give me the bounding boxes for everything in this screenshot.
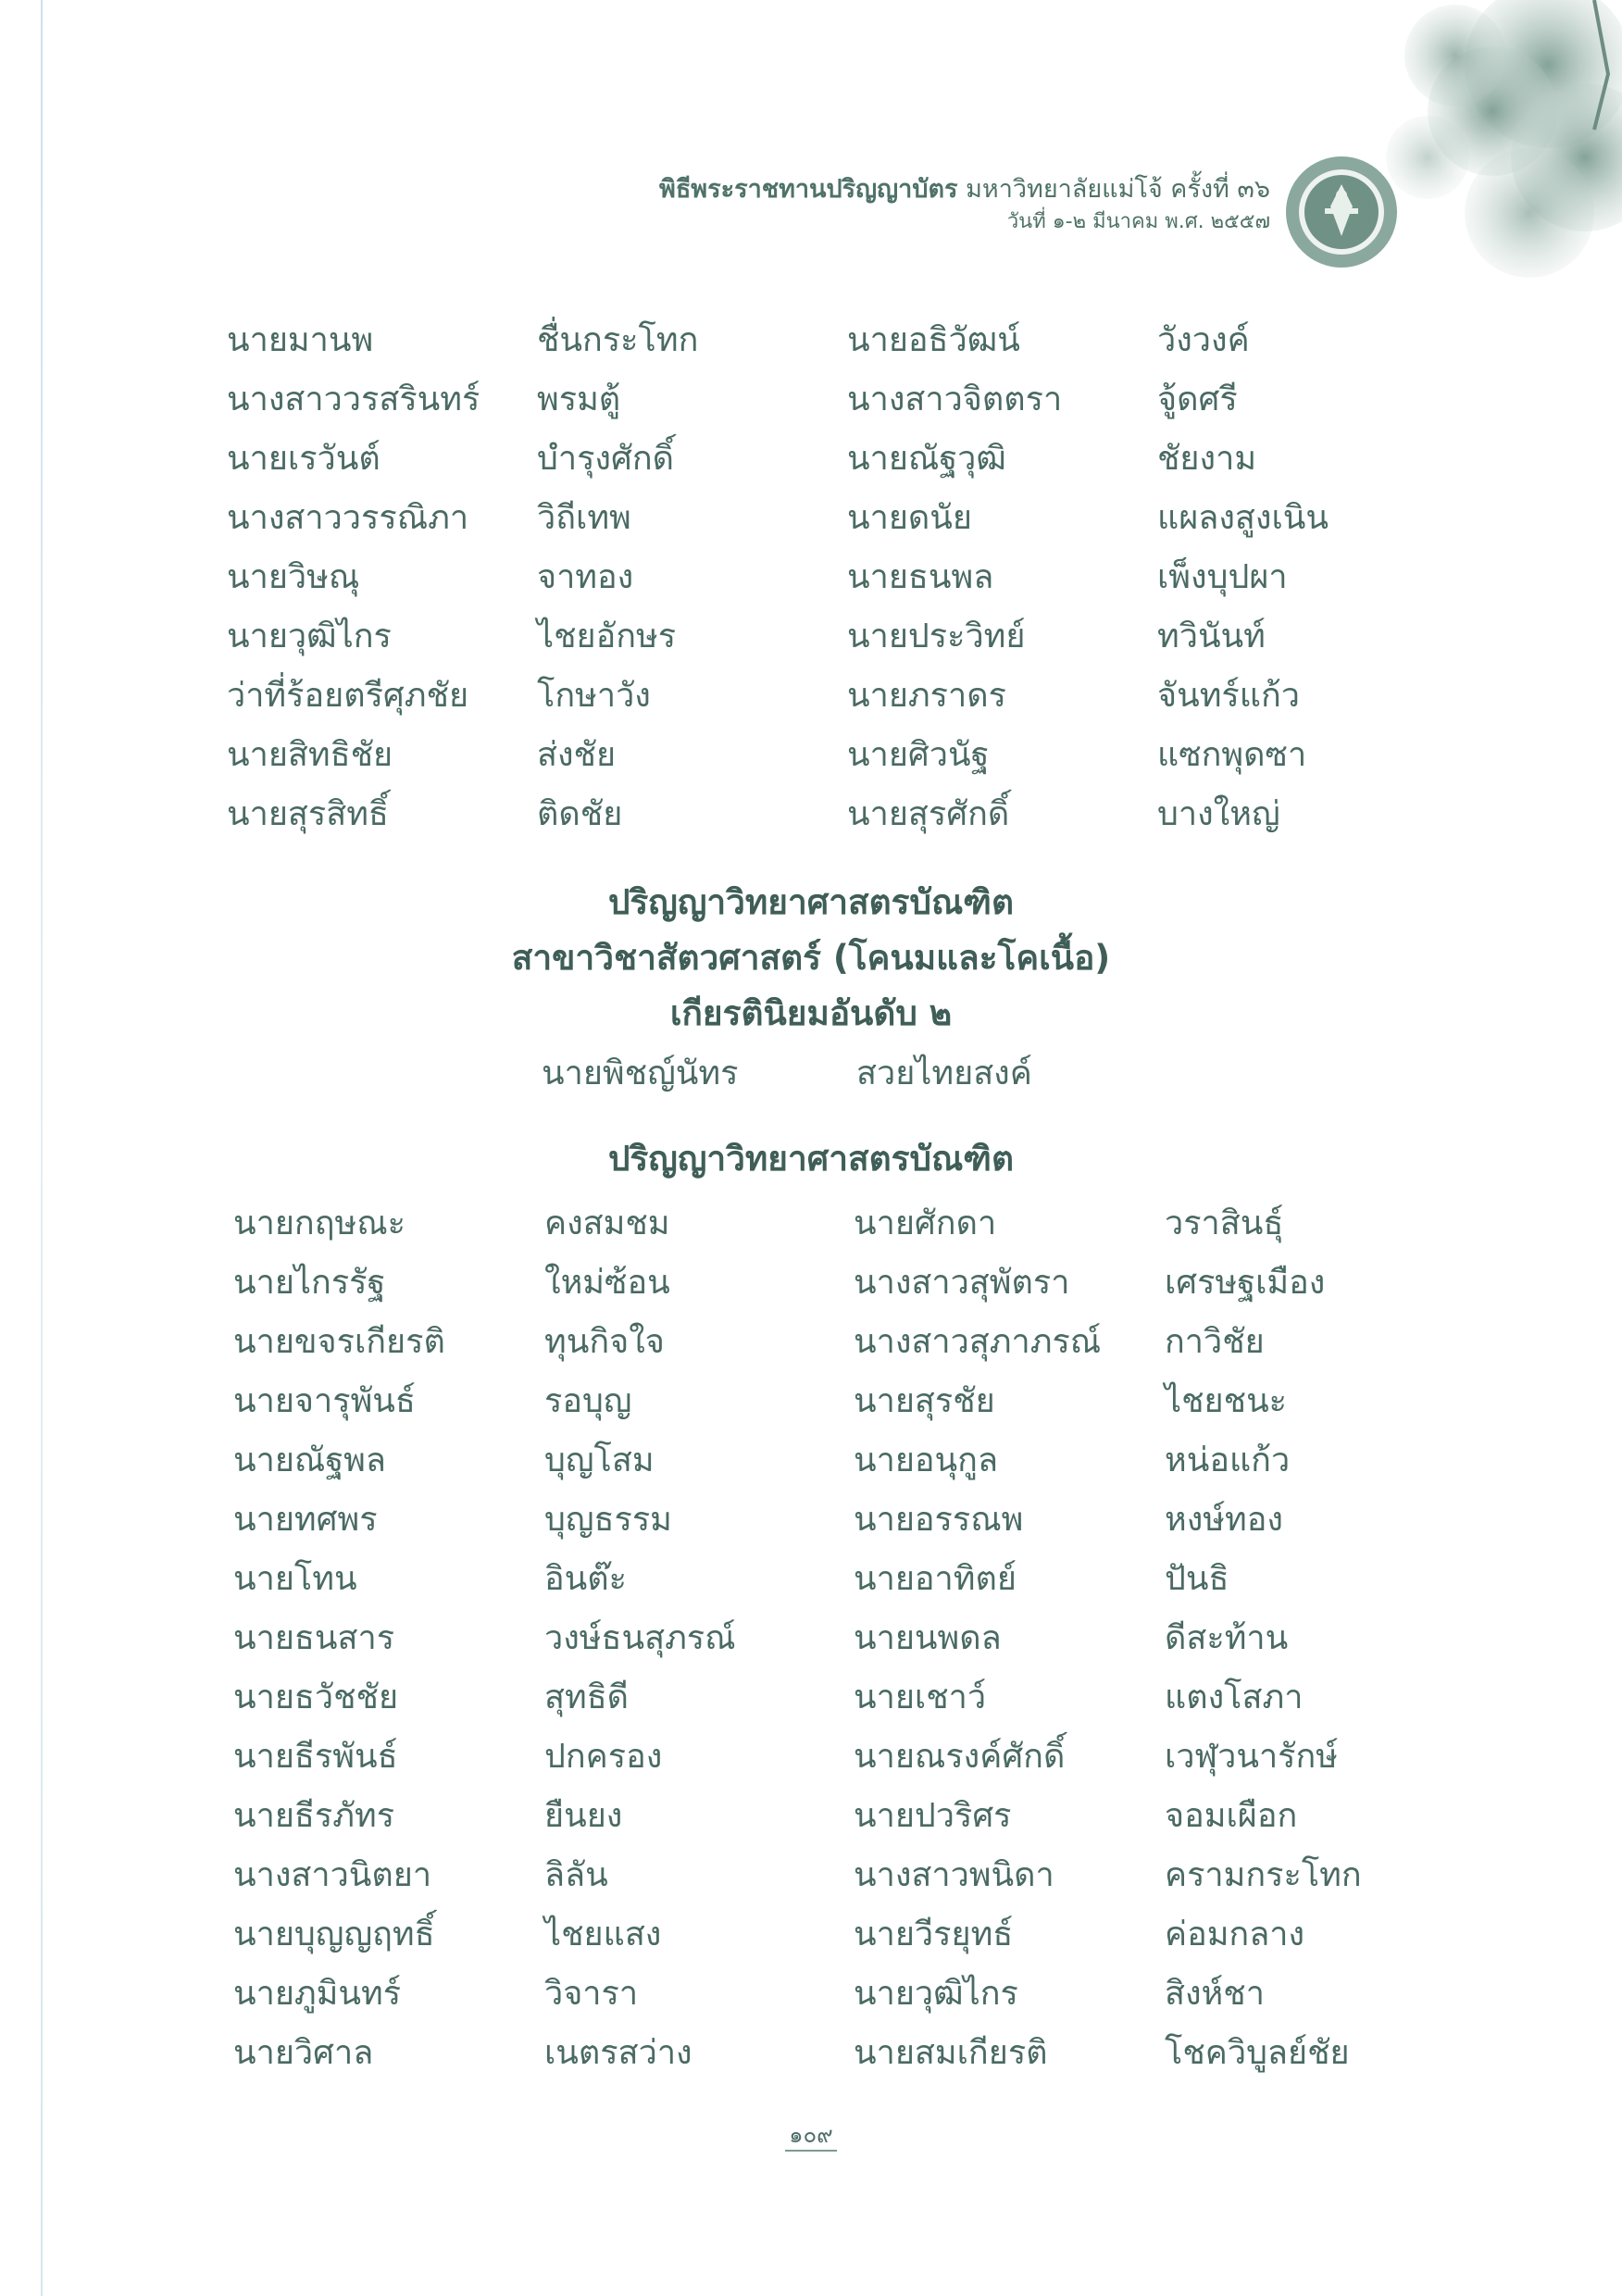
last-name: เศรษฐเมือง bbox=[1165, 1264, 1326, 1302]
last-name: ส่งชัย bbox=[537, 736, 617, 774]
first-name: นายณัฐพล bbox=[233, 1441, 386, 1479]
first-name: นายอธิวัฒน์ bbox=[847, 321, 1020, 359]
first-name: นายณรงค์ศักดิ์ bbox=[854, 1738, 1066, 1776]
first-name: นายอาทิตย์ bbox=[854, 1560, 1017, 1598]
ceremony-title bbox=[659, 172, 1270, 207]
first-name: นายสิทธิชัย bbox=[227, 736, 393, 774]
first-name: นายนพดล bbox=[854, 1619, 1002, 1657]
last-name: คงสมชม bbox=[544, 1204, 670, 1242]
last-name: บำรุงศักดิ์ bbox=[537, 440, 675, 478]
first-name: นายณัฐวุฒิ bbox=[847, 440, 1006, 478]
major-heading: สาขาวิชาสัตวศาสตร์ (โคนมและโคเนื้อ) bbox=[511, 938, 1111, 978]
ceremony-title-bold: พิธีพระราชทานปริญญาบัตร bbox=[659, 175, 958, 204]
last-name: ค่อมกลาง bbox=[1165, 1915, 1305, 1953]
first-name: นายกฤษณะ bbox=[233, 1204, 406, 1242]
first-name: นายโทน bbox=[233, 1560, 357, 1598]
first-name: นายอนุกูล bbox=[854, 1441, 999, 1479]
first-name: นายเชาว์ bbox=[854, 1678, 987, 1716]
first-name: นายธวัชชัย bbox=[233, 1678, 399, 1716]
first-name: นายอรรณพ bbox=[854, 1501, 1024, 1539]
first-name: ว่าที่ร้อยตรีศุภชัย bbox=[227, 677, 469, 715]
first-name: นายธนสาร bbox=[233, 1619, 395, 1657]
last-name: ชื่นกระโทก bbox=[537, 321, 699, 359]
first-name: นายธนพล bbox=[847, 558, 994, 596]
last-name: อินต๊ะ bbox=[544, 1560, 627, 1598]
first-name: นายบุญญฤทธิ์ bbox=[233, 1915, 435, 1953]
first-name: นายดนัย bbox=[847, 499, 972, 537]
first-name: นายวีรยุทธ์ bbox=[854, 1915, 1014, 1953]
last-name: จาทอง bbox=[537, 558, 634, 596]
first-name: นายวิศาล bbox=[233, 2034, 374, 2072]
last-name: เพ็งบุปผา bbox=[1157, 558, 1288, 596]
first-name: นายทศพร bbox=[233, 1501, 378, 1539]
first-name: นายจารุพันธ์ bbox=[233, 1382, 416, 1420]
last-name: จู้ดศรี bbox=[1157, 381, 1238, 418]
degree-heading-2: ปริญญาวิทยาศาสตรบัณฑิต bbox=[607, 1139, 1015, 1179]
last-name: ไชยแสง bbox=[544, 1915, 662, 1953]
last-name: ยืนยง bbox=[544, 1797, 623, 1835]
last-name: โกษาวัง bbox=[537, 677, 651, 715]
last-name: วังวงค์ bbox=[1157, 321, 1250, 359]
first-name: นายสุรชัย bbox=[854, 1382, 995, 1420]
last-name: วงษ์ธนสุภรณ์ bbox=[544, 1619, 736, 1657]
last-name: เนตรสว่าง bbox=[544, 2034, 692, 2072]
last-name: บุญโสม bbox=[544, 1441, 655, 1479]
first-name: นายภูมินทร์ bbox=[233, 1975, 402, 2013]
honors-heading: เกียรตินิยมอันดับ ๒ bbox=[669, 993, 953, 1033]
last-name: กาวิชัย bbox=[1165, 1323, 1265, 1361]
first-name: นายวุฒิไกร bbox=[854, 1975, 1018, 2013]
first-name: นางสาวสุภาภรณ์ bbox=[854, 1323, 1102, 1361]
first-name: นายสมเกียรติ bbox=[854, 2034, 1048, 2072]
degree-heading: ปริญญาวิทยาศาสตรบัณฑิต bbox=[607, 882, 1015, 922]
last-name: บุญธรรม bbox=[544, 1501, 672, 1539]
first-name: นายปวริศร bbox=[854, 1797, 1012, 1835]
last-name: หน่อแก้ว bbox=[1165, 1441, 1291, 1479]
first-name: นางสาวสุพัตรา bbox=[854, 1264, 1070, 1302]
last-name: เวฬุวนารักษ์ bbox=[1165, 1738, 1339, 1776]
last-name: สุทธิดี bbox=[544, 1678, 630, 1716]
first-name: นางสาววรสรินทร์ bbox=[227, 381, 480, 418]
first-name: นางสาววรรณิภา bbox=[227, 499, 469, 537]
last-name: ปันธิ bbox=[1165, 1560, 1229, 1598]
first-name: นายสุรสิทธิ์ bbox=[227, 795, 389, 833]
last-name: แตงโสภา bbox=[1165, 1678, 1304, 1716]
first-name: นายภราดร bbox=[847, 677, 1006, 715]
last-name: ไชยชนะ bbox=[1165, 1382, 1288, 1420]
university-seal-icon bbox=[1282, 153, 1401, 271]
last-name: ทวินันท์ bbox=[1157, 618, 1266, 655]
last-name: วราสินธุ์ bbox=[1165, 1204, 1284, 1242]
ceremony-date: วันที่ ๑-๒ มีนาคม พ.ศ. ๒๕๕๗ bbox=[1006, 210, 1270, 233]
first-name: นายวิษณุ bbox=[227, 558, 360, 596]
ceremony-header bbox=[659, 172, 1270, 237]
honors-last-name: สวยไทยสงค์ bbox=[856, 1054, 1032, 1092]
last-name: รอบุญ bbox=[544, 1382, 632, 1420]
first-name: นางสาวนิตยา bbox=[233, 1856, 432, 1894]
last-name: แซกพุดซา bbox=[1157, 736, 1307, 774]
page-number bbox=[0, 2116, 1622, 2152]
ceremony-title-rest: มหาวิทยาลัยแม่โจ้ ครั้งที่ ๓๖ bbox=[957, 175, 1270, 204]
last-name: ชัยงาม bbox=[1157, 440, 1257, 478]
last-name: บางใหญ่ bbox=[1157, 795, 1280, 833]
first-name: นายธีรภัทร bbox=[233, 1797, 395, 1835]
last-name: ใหม่ซ้อน bbox=[544, 1264, 670, 1302]
first-name: นายเรวันต์ bbox=[227, 440, 381, 478]
first-name: นายขจรเกียรติ bbox=[233, 1323, 445, 1361]
first-name: นางสาวพนิดา bbox=[854, 1856, 1054, 1894]
last-name: แผลงสูงเนิน bbox=[1157, 499, 1329, 537]
last-name: หงษ์ทอง bbox=[1165, 1501, 1283, 1539]
honors-first-name: นายพิชญ์นัทร bbox=[542, 1054, 739, 1092]
last-name: ติดชัย bbox=[537, 795, 623, 833]
first-name: นายมานพ bbox=[227, 321, 374, 359]
last-name: ปกครอง bbox=[544, 1738, 663, 1776]
page-number-label: ๑๐๙ bbox=[785, 2122, 836, 2152]
last-name: จันทร์แก้ว bbox=[1157, 677, 1300, 715]
last-name: ไชยอักษร bbox=[537, 618, 677, 655]
last-name: วิถีเทพ bbox=[537, 499, 631, 537]
first-name: นายธีรพันธ์ bbox=[233, 1738, 398, 1776]
first-name: นายศิวนัฐ bbox=[847, 736, 990, 774]
last-name: โชควิบูลย์ชัย bbox=[1165, 2034, 1350, 2072]
last-name: สิงห์ชา bbox=[1165, 1975, 1265, 2013]
last-name: ครามกระโทก bbox=[1165, 1856, 1362, 1894]
last-name: พรมตู้ bbox=[537, 381, 621, 418]
first-name: นายไกรรัฐ bbox=[233, 1264, 386, 1302]
first-name: นายวุฒิไกร bbox=[227, 618, 392, 655]
last-name: ดีสะท้าน bbox=[1165, 1619, 1289, 1657]
first-name: นางสาวจิตตรา bbox=[847, 381, 1063, 418]
first-name: นายสุรศักดิ์ bbox=[847, 795, 1010, 833]
first-name: นายศักดา bbox=[854, 1204, 997, 1242]
last-name: จอมเผือก bbox=[1165, 1797, 1298, 1835]
last-name: วิจารา bbox=[544, 1975, 639, 2013]
last-name: ลิลัน bbox=[544, 1856, 608, 1894]
last-name: ทุนกิจใจ bbox=[544, 1323, 665, 1361]
first-name: นายประวิทย์ bbox=[847, 618, 1026, 655]
